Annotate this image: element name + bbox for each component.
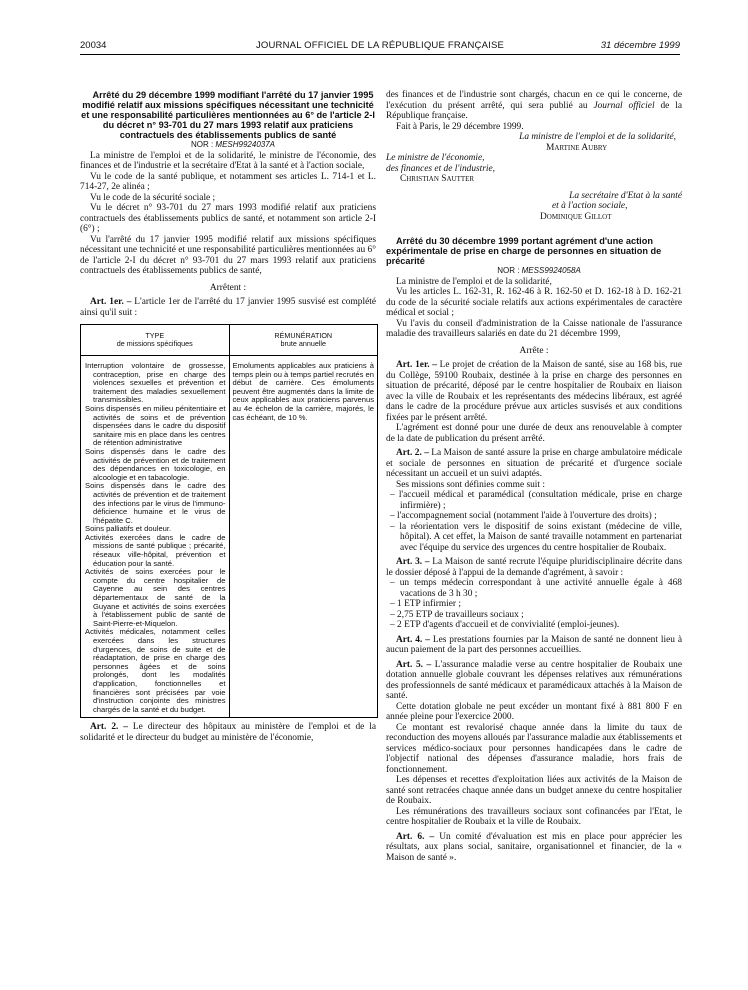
page-header [80, 40, 680, 54]
missions-cell [81, 356, 230, 718]
article-paragraph: Les rémunérations des travailleurs sociaux sont cofinancées par l'Etat, le centre hospitalier de Roubaix et la ville de Roubaix. [386, 806, 682, 827]
list-item: Soins dispensés dans le cadre des activités de prévention et de traitement des dépendances en toxicologie, en alcoologie et en tabacologie. [85, 446, 226, 482]
list-item: Soins palliatifs et douleur. [85, 524, 172, 534]
visa-paragraph: Vu le code de la santé publique, et notamment ses articles L. 714-1 et L. 714-27, 2e alinéa ; [80, 171, 376, 192]
list-item: Soins dispensés dans le cadre des activités de prévention et de traitement des infections par le virus de l'immuno-déficience humaine et le virus de l'hépatite C. [85, 481, 226, 525]
list-item: Soins dispensés en milieu pénitentiaire et activités de soins et de prévention dispensées dans le cadre du dispositif sanitaire mis en place dans les centres de rétention administrative [85, 403, 226, 448]
table-header-remuneration: RÉMUNÉRATION brute annuelle [229, 325, 378, 356]
visa-paragraph: Vu l'avis du conseil d'administration de la Caisse nationale de l'assurance maladie des travailleurs salariés en date du 21 décembre 1999, [386, 318, 682, 339]
article-2: Art. 2. – Le directeur des hôpitaux au ministère de l'emploi et de la solidarité et le directeur du budget au ministère de l'économie, [80, 722, 376, 743]
article-2: Art. 2. – La Maison de santé assure la prise en charge ambulatoire médicale et sociale de personnes en situation de précarité et d'urgence sociale nécessitant un accueil et un suivi adaptés. [386, 448, 682, 479]
article-5: Art. 5. – L'assurance maladie verse au centre hospitalier de Roubaix une dotation annuelle globale couvrant les dépenses relatives aux rémunérations des professionnels de santé médicaux et paramédicaux attachés à la Maison de santé. [386, 659, 682, 701]
signatory-name: Martine Aubry [546, 142, 608, 153]
visa-paragraph: Vu le décret n° 93-701 du 27 mars 1993 modifié relatif aux praticiens contractuels des établissements publics de santé, et notamment son article 2-I (6°) ; [80, 203, 376, 234]
list-item: – 2,75 ETP de travailleurs sociaux ; [390, 609, 524, 620]
visa-paragraph: Vu l'arrêté du 17 janvier 1995 modifié relatif aux missions spécifiques nécessitant une technicité et une responsabilité particulières mentionnées au 6° de l'article 2-I du décret n° 93-701 du 27 mars 1993 relatif aux praticiens contractuels des établissements publics de santé, [80, 234, 376, 276]
journal-title: JOURNAL OFFICIEL DE LA RÉPUBLIQUE FRANÇAISE [255, 40, 505, 51]
table-header-type: TYPE de missions spécifiques [81, 325, 230, 356]
signatory-name: Christian Sautter [400, 174, 475, 184]
list-item: – l'accompagnement social (notamment l'aide à l'ouverture des droits) ; [390, 511, 657, 521]
left-column [80, 90, 376, 743]
list-item: – un temps médecin correspondant à une activité annuelle égale à 468 vacations de 3 h 30 ; [390, 578, 682, 599]
article-paragraph: Les dépenses et recettes d'exploitation liées aux activités de la Maison de santé sont retracées chaque année dans un budget annexe du centre hospitalier de Roubaix. [386, 775, 682, 806]
decree-title: Arrêté du 29 décembre 1999 modifiant l'arrêté du 17 janvier 1995 modifié relatif aux missions spécifiques nécessitant une technicité et une responsabilité particulières mentionnées au 6° de l'article 2-I du décret n° 93-701 du 27 mars 1993 relatif aux praticiens contractuels des établissements publics de santé [81, 90, 375, 140]
remuneration-cell [229, 356, 378, 718]
issue-date: 31 décembre 1999 [600, 40, 680, 51]
list-item: Activités exercées dans le cadre de missions de santé publique ; précarité, réseaux ville-hôpital, prévention et éducation pour la santé. [85, 532, 226, 568]
nor-reference: NOR : MESS9924058A [497, 266, 581, 275]
preamble-paragraph: La ministre de l'emploi et de la solidarité, le ministre de l'économie, des finances et de l'industrie et la secrétaire d'Etat à la santé et à l'action sociale, [80, 150, 376, 171]
signatory-name: Dominique Gillot [540, 211, 612, 222]
article-paragraph: Cette dotation globale ne peut excéder un montant fixé à 881 800 F en année pleine pour l'exercice 2000. [386, 701, 682, 722]
signatory-role: des finances et de l'industrie, [386, 163, 496, 174]
list-item: Activités médicales, notamment celles exercées dans les structures d'urgences, de soins de suite et de réadaptation, de prise en charge des personnes âgées et de soins prolongés, dont les modalités d'application, fonctionnelles et financières sont précisées par voie d'instruction conjointe des ministres chargés de la santé et du budget. [85, 627, 226, 714]
list-item: – la réorientation vers le dispositif de soins existant (médecine de ville, hôpital). A cet effet, la Maison de santé travaille notamment en partenariat avec l'équipe du service des urgences du centre hospitalier de Roubaix. [390, 521, 682, 553]
article-paragraph: Ce montant est revalorisé chaque année dans la limite du taux de reconduction des moyens alloués par l'assurance maladie aux établissements et services médico-sociaux pour personnes handicapées dans le cadre de l'objectif national des dépenses d'assurance maladie, hors frais de fonctionnement. [386, 722, 682, 775]
list-item: – l'accueil médical et paramédical (consultation médicale, prise en charge infirmière) ; [390, 490, 682, 511]
remuneration-text: Emoluments applicables aux praticiens à temps plein ou à temps partiel recrutés en début de carrière. Ces émoluments peuvent être augmentés dans la limite de ceux applicables aux praticiens parvenus au 4e échelon de la carrière, majorés, le cas échéant, de 10 %. [232, 361, 374, 422]
article-3: Art. 3. – La Maison de santé recrute l'équipe pluridisciplinaire décrite dans le dossier déposé à l'appui de la demande d'agrément, à savoir : [386, 557, 682, 578]
list-item: Interruption volontaire de grossesse, contraception, prise en charge des violences sexuelles et prévention et traitement des maladies sexuellement transmissibles. [85, 361, 226, 405]
article-paragraph: L'agrément est donné pour une durée de deux ans renouvelable à compter de la date de publication du présent arrêté. [386, 423, 682, 444]
missions-table [80, 324, 378, 718]
article-1: Art. 1er. – Le projet de création de la Maison de santé, sise au 168 bis, rue du Collège, 59100 Roubaix, destinée à la prise en charge des personnes en situation de précarité, déposé par le centre hospitalier de Roubaix en liaison avec la ville de Roubaix et les représentants des médecins libéraux, est agréé dans le cadre de la procédure prévue aux articles susvisés et aux conditions fixées par le présent arrêté. [386, 360, 683, 423]
nor-reference: NOR : MESH9924037A [190, 140, 276, 149]
list-item: – 1 ETP infirmier ; [390, 599, 461, 609]
list-item: Activités de soins exercées pour le compte du centre hospitalier de Cayenne au sein des centres départementaux de santé de la Guyane et activités de soins exercées à l'établissement public de santé de Saint-Pierre-et-Miquelon. [85, 567, 226, 628]
page-number: 20034 [80, 40, 107, 51]
signature-date: Fait à Paris, le 29 décembre 1999. [396, 121, 524, 132]
visa-paragraph: Vu les articles L. 162-31, R. 162-46 à R. 162-50 et D. 162-18 à D. 162-21 du code de la sécurité sociale relatifs aux actions expérimentales de caractère médical et social ; [386, 287, 682, 318]
article-paragraph: Ses missions sont définies comme suit : [396, 479, 545, 490]
visa-paragraph: Vu le code de la sécurité sociale ; [90, 192, 216, 203]
arrete-heading: Arrêtent : [209, 282, 247, 293]
signatory-role: La ministre de l'emploi et de la solidarité, [519, 132, 676, 142]
arrete-heading: Arrête : [519, 345, 549, 356]
continuation-paragraph: des finances et de l'industrie sont chargés, chacun en ce qui le concerne, de l'exécution du présent arrêté, qui sera publié au Journal officiel de la République française. [386, 90, 682, 121]
article-4: Art. 4. – Les prestations fournies par la Maison de santé ne donnent lieu à aucun paiement de la part des personnes accueillies. [386, 634, 682, 655]
header-rule [80, 54, 680, 55]
right-column [386, 90, 682, 863]
signatory-role: La secrétaire d'Etat à la santé [569, 190, 682, 201]
signatory-role: et à l'action sociale, [552, 201, 628, 211]
decree-title: Arrêté du 30 décembre 1999 portant agrément d'une action expérimentale de prise en charge de personnes en situation de précarité [386, 236, 662, 266]
preamble-paragraph: La ministre de l'emploi et de la solidarité, [396, 276, 552, 287]
article-6: Art. 6. – Un comité d'évaluation est mis en place pour apprécier les résultats, aux plans social, sanitaire, organisationnel et financier, de la « Maison de santé ». [386, 831, 682, 863]
article-1: Art. 1er. – L'article 1er de l'arrêté du 17 janvier 1995 susvisé est complété ainsi qu'il suit : [80, 297, 377, 318]
list-item: – 2 ETP d'agents d'accueil et de convivialité (emploi-jeunes). [390, 620, 620, 630]
signatory-role: Le ministre de l'économie, [386, 153, 485, 163]
